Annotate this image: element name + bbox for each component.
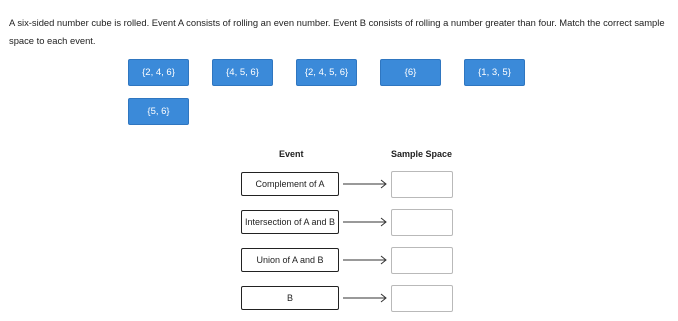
question-text: A six-sided number cube is rolled. Event A consists of rolling an even number. Event B consists of rolling a number greater than four. Match the correct sample space to each event. [9, 17, 665, 46]
choice-chip[interactable]: {4, 5, 6} [212, 59, 273, 86]
choice-chip[interactable]: {2, 4, 6} [128, 59, 189, 86]
arrow-right-icon [343, 179, 388, 189]
arrow-right-icon [343, 293, 388, 303]
event-label-box: Intersection of A and B [241, 210, 339, 234]
sample-space-drop-zone[interactable] [391, 209, 453, 236]
event-column-header: Event [279, 149, 304, 159]
choice-chip[interactable]: {5, 6} [128, 98, 189, 125]
sample-space-drop-zone[interactable] [391, 171, 453, 198]
sample-space-column-header: Sample Space [391, 149, 453, 159]
arrow-right-icon [343, 255, 388, 265]
choice-chip[interactable]: {1, 3, 5} [464, 59, 525, 86]
choice-chip[interactable]: {6} [380, 59, 441, 86]
sample-space-drop-zone[interactable] [391, 285, 453, 312]
sample-space-drop-zone[interactable] [391, 247, 453, 274]
choice-chip[interactable]: {2, 4, 5, 6} [296, 59, 357, 86]
event-label-box: Union of A and B [241, 248, 339, 272]
arrow-right-icon [343, 217, 388, 227]
event-label-box: Complement of A [241, 172, 339, 196]
event-label-box: B [241, 286, 339, 310]
